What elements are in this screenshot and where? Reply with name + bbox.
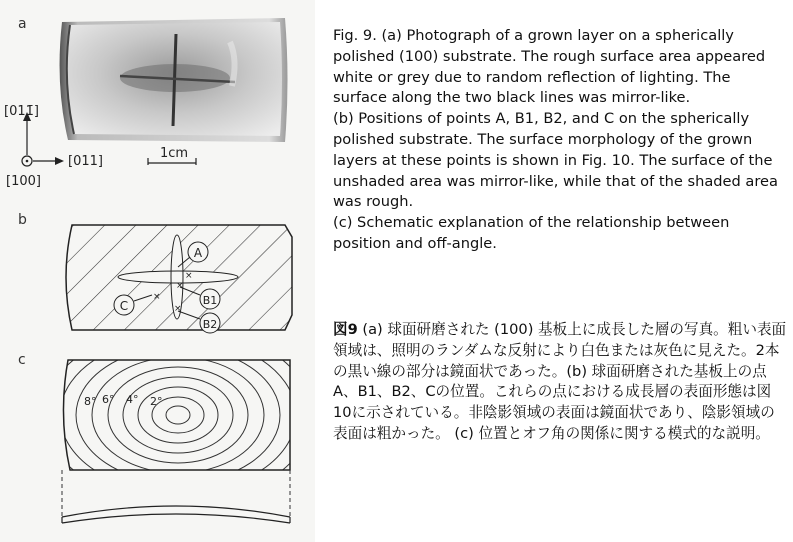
panel-a-label: a — [18, 16, 27, 32]
caption-en-c: (c) Schematic explanation of the relationship between position and off-angle. — [333, 214, 730, 252]
point-c-label: C — [119, 299, 129, 313]
contour-label-6: 6° — [102, 393, 115, 406]
panel-c-label: c — [18, 352, 26, 368]
caption-japanese — [333, 320, 788, 445]
contour-label-8: 8° — [84, 395, 97, 408]
panel-b-label: b — [18, 212, 27, 228]
caption-ja-text: (a) 球面研磨された (100) 基板上に成長した層の写真。粗い表面領域は、照明のランダムな反射により白色または灰色に見えた。2本の黒い線の部分は鏡面状であった。(b) 球面研磨された基板上の点A、B1、B2、Cの位置。これらの点における成長層の表面形態は図10に示されている。非陰影領域の表面は鏡面状であり、陰影領域の表面は粗かった。 (c) 位置とオフ角の関係に関する模式的な説明。 — [333, 321, 787, 442]
axis-origin-label: [100] — [6, 174, 41, 189]
caption-en-a: Fig. 9. (a) Photograph of a grown layer on a spherically polished (100) substrate. The rough surface area appeared white or grey due to random reflection of lighting. The surface along the two black lines was mirror-like. — [333, 27, 766, 107]
contour-label-2: 2° — [150, 395, 163, 408]
figure-panel — [0, 0, 315, 542]
axis-up-label: [011̄] — [4, 104, 39, 119]
scale-bar-label: 1cm — [160, 146, 189, 161]
point-b2-label: B2 — [202, 318, 218, 331]
caption-en-b: (b) Positions of points A, B1, B2, and C on the spherically polished substrate. The surface morphology of the grown layers at these points is shown in Fig. 10. The surface of the unshaded area was mirror-like, while that of the shaded area was rough. — [333, 110, 778, 211]
caption-ja-label: 図9 — [333, 321, 358, 338]
point-b1-label: B1 — [202, 294, 218, 307]
contour-label-4: 4° — [126, 393, 139, 406]
axis-right-label: [011] — [68, 154, 103, 169]
svg-text:×: × — [176, 281, 184, 291]
svg-text:×: × — [174, 304, 182, 314]
axis-marker — [0, 0, 315, 200]
svg-text:×: × — [185, 271, 193, 281]
caption-english — [333, 26, 785, 255]
diagram-b — [0, 205, 315, 340]
diagram-c — [0, 345, 315, 535]
point-a-label: A — [193, 246, 203, 260]
svg-text:×: × — [153, 292, 161, 302]
